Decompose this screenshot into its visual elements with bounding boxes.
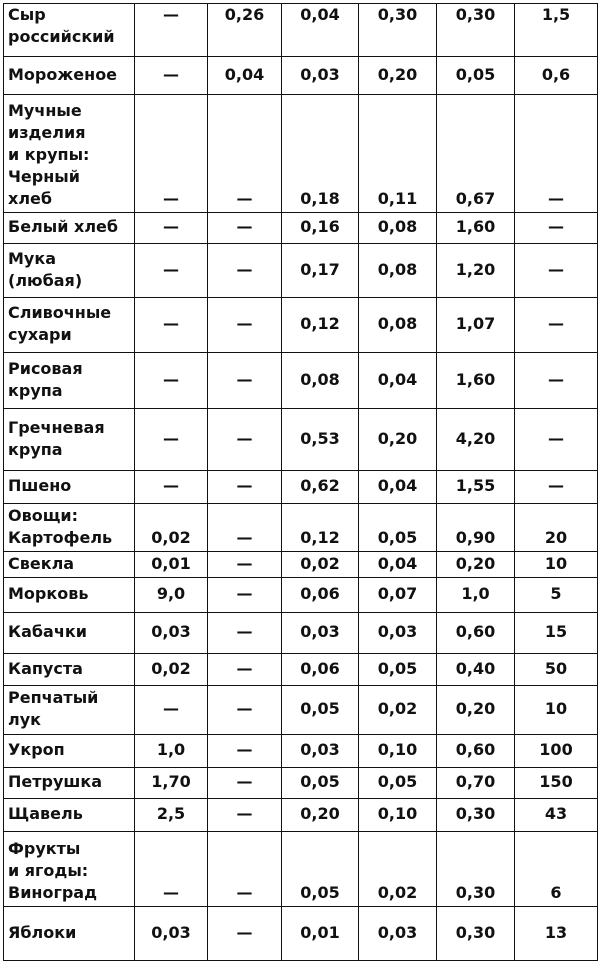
product-name-line: Мука (8, 248, 57, 268)
product-name-cell (4, 552, 135, 578)
product-name-line: Виноград (8, 883, 97, 902)
value-cell: 0,20 (359, 409, 437, 471)
product-name-cell (4, 57, 135, 95)
value-cell: 0,06 (282, 654, 359, 686)
nutrient-table (3, 3, 598, 961)
value-cell: 15 (515, 613, 598, 654)
value-cell: 0,05 (359, 504, 437, 552)
table-row (4, 686, 598, 735)
value-cell: 0,90 (437, 504, 515, 552)
product-name-cell (4, 907, 135, 961)
value-cell: 0,02 (359, 832, 437, 907)
table-row (4, 213, 598, 244)
value-cell: 0,6 (515, 57, 598, 95)
value-cell: 10 (515, 686, 598, 735)
value-cell: 2,5 (135, 799, 208, 832)
product-name-line: Укроп (8, 740, 65, 759)
value-cell: 0,10 (359, 735, 437, 768)
product-name-cell (4, 244, 135, 298)
value-cell: 0,05 (282, 768, 359, 799)
value-cell: 6 (515, 832, 598, 907)
value-cell: 0,04 (359, 552, 437, 578)
product-name-line: Яблоки (8, 922, 77, 942)
product-name-line: Овощи: (8, 506, 79, 525)
value-cell: — (208, 613, 282, 654)
value-cell: 0,04 (359, 353, 437, 409)
product-name-line: российский (8, 27, 115, 46)
product-name-line: Репчатый (8, 688, 99, 707)
value-cell: — (208, 768, 282, 799)
value-cell: 0,11 (359, 95, 437, 213)
table-row (4, 353, 598, 409)
product-name-line: крупа (8, 439, 63, 459)
value-cell: — (135, 832, 208, 907)
value-cell: 50 (515, 654, 598, 686)
value-cell: 0,02 (359, 686, 437, 735)
value-cell: — (208, 244, 282, 298)
value-cell: 0,05 (359, 654, 437, 686)
value-cell: 1,55 (437, 471, 515, 504)
product-name-line: Свекла (8, 553, 75, 573)
value-cell: 0,02 (135, 504, 208, 552)
table-row (4, 654, 598, 686)
value-cell: 0,12 (282, 298, 359, 353)
value-cell: 0,03 (359, 907, 437, 961)
value-cell: — (135, 4, 208, 57)
value-cell: 10 (515, 552, 598, 578)
value-cell: 5 (515, 578, 598, 613)
value-cell: 0,02 (135, 654, 208, 686)
value-cell: 0,20 (359, 57, 437, 95)
product-name-line: и ягоды: (8, 861, 89, 880)
value-cell: 0,08 (282, 353, 359, 409)
product-name-line: лук (8, 710, 42, 729)
value-cell: — (208, 735, 282, 768)
value-cell: — (515, 213, 598, 244)
product-name-line: Гречневая (8, 417, 105, 437)
value-cell: 0,20 (437, 552, 515, 578)
table-row (4, 832, 598, 907)
value-cell: 0,30 (359, 4, 437, 57)
value-cell: 0,60 (437, 735, 515, 768)
product-name-line: Рисовая (8, 358, 83, 378)
value-cell: 1,0 (437, 578, 515, 613)
value-cell: 0,03 (135, 613, 208, 654)
value-cell: 9,0 (135, 578, 208, 613)
value-cell: 1,0 (135, 735, 208, 768)
product-name-cell (4, 409, 135, 471)
table-row (4, 768, 598, 799)
table-body (4, 4, 598, 961)
value-cell: 0,07 (359, 578, 437, 613)
product-name-cell (4, 578, 135, 613)
value-cell: 0,04 (208, 57, 282, 95)
value-cell: — (135, 409, 208, 471)
value-cell: 0,08 (359, 244, 437, 298)
value-cell: 0,04 (359, 471, 437, 504)
value-cell: 0,08 (359, 298, 437, 353)
value-cell: — (135, 244, 208, 298)
value-cell: 0,60 (437, 613, 515, 654)
product-name-line: Щавель (8, 804, 83, 823)
product-name-line: и крупы: (8, 145, 90, 164)
value-cell: 0,40 (437, 654, 515, 686)
table-row (4, 298, 598, 353)
value-cell: 1,60 (437, 213, 515, 244)
product-name-cell (4, 799, 135, 832)
value-cell: 0,53 (282, 409, 359, 471)
table-row (4, 4, 598, 57)
product-name-line: Сыр (8, 5, 46, 24)
product-name-line: Картофель (8, 528, 113, 547)
value-cell: — (515, 471, 598, 504)
table-row (4, 735, 598, 768)
product-name-cell (4, 504, 135, 552)
value-cell: 0,10 (359, 799, 437, 832)
product-name-cell (4, 95, 135, 213)
value-cell: — (135, 57, 208, 95)
value-cell: — (208, 552, 282, 578)
table-row (4, 95, 598, 213)
value-cell: 1,60 (437, 353, 515, 409)
value-cell: 0,30 (437, 4, 515, 57)
value-cell: — (515, 244, 598, 298)
product-name-line: Фрукты (8, 839, 81, 858)
table-row (4, 244, 598, 298)
product-name-line: сухари (8, 325, 72, 344)
value-cell: — (208, 799, 282, 832)
value-cell: 0,17 (282, 244, 359, 298)
value-cell: 0,03 (282, 57, 359, 95)
value-cell: 0,05 (437, 57, 515, 95)
table-row (4, 799, 598, 832)
value-cell: 20 (515, 504, 598, 552)
table-row (4, 471, 598, 504)
value-cell: 0,30 (437, 832, 515, 907)
product-name-cell (4, 353, 135, 409)
value-cell: 0,05 (282, 832, 359, 907)
value-cell: 0,08 (359, 213, 437, 244)
value-cell: 0,03 (135, 907, 208, 961)
value-cell: 150 (515, 768, 598, 799)
value-cell: — (208, 409, 282, 471)
table-row (4, 552, 598, 578)
table-row (4, 907, 598, 961)
product-name-cell (4, 213, 135, 244)
value-cell: — (515, 353, 598, 409)
table-row (4, 504, 598, 552)
value-cell: 0,20 (437, 686, 515, 735)
product-name-line: хлеб (8, 189, 53, 208)
value-cell: 1,07 (437, 298, 515, 353)
value-cell: — (208, 213, 282, 244)
value-cell: 0,01 (282, 907, 359, 961)
value-cell: 0,26 (208, 4, 282, 57)
value-cell: — (135, 95, 208, 213)
product-name-line: Капуста (8, 658, 83, 678)
value-cell: 0,01 (135, 552, 208, 578)
product-name-line: Кабачки (8, 622, 87, 641)
product-name-line: Мучные (8, 101, 82, 120)
product-name-cell (4, 4, 135, 57)
value-cell: 0,12 (282, 504, 359, 552)
product-name-cell (4, 832, 135, 907)
product-name-cell (4, 471, 135, 504)
value-cell: 13 (515, 907, 598, 961)
product-name-cell (4, 686, 135, 735)
value-cell: 0,62 (282, 471, 359, 504)
value-cell: — (208, 686, 282, 735)
product-name-line: Мороженое (8, 64, 118, 84)
value-cell: — (135, 686, 208, 735)
value-cell: 0,03 (282, 735, 359, 768)
value-cell: — (208, 832, 282, 907)
value-cell: 0,70 (437, 768, 515, 799)
value-cell: — (135, 353, 208, 409)
value-cell: — (135, 471, 208, 504)
value-cell: 0,02 (282, 552, 359, 578)
value-cell: — (208, 578, 282, 613)
value-cell: — (515, 95, 598, 213)
product-name-line: Черный (8, 167, 80, 186)
value-cell: 0,30 (437, 907, 515, 961)
value-cell: 0,30 (437, 799, 515, 832)
value-cell: 0,18 (282, 95, 359, 213)
value-cell: — (135, 213, 208, 244)
table-row (4, 409, 598, 471)
value-cell: — (208, 95, 282, 213)
value-cell: 1,5 (515, 4, 598, 57)
product-name-cell (4, 613, 135, 654)
product-name-line: крупа (8, 380, 63, 400)
value-cell: 100 (515, 735, 598, 768)
value-cell: — (135, 298, 208, 353)
value-cell: 4,20 (437, 409, 515, 471)
product-name-line: Морковь (8, 584, 89, 603)
product-name-cell (4, 298, 135, 353)
table-row (4, 57, 598, 95)
product-name-cell (4, 654, 135, 686)
value-cell: 0,06 (282, 578, 359, 613)
product-name-line: (любая) (8, 270, 83, 290)
value-cell: 0,16 (282, 213, 359, 244)
value-cell: 0,20 (282, 799, 359, 832)
value-cell: 0,05 (359, 768, 437, 799)
value-cell: — (515, 298, 598, 353)
value-cell: — (515, 409, 598, 471)
value-cell: 0,04 (282, 4, 359, 57)
product-name-line: Пшено (8, 476, 72, 495)
value-cell: — (208, 298, 282, 353)
value-cell: 1,70 (135, 768, 208, 799)
value-cell: 0,05 (282, 686, 359, 735)
product-name-line: Сливочные (8, 303, 112, 322)
product-name-cell (4, 735, 135, 768)
value-cell: 0,67 (437, 95, 515, 213)
product-name-line: Петрушка (8, 772, 103, 791)
value-cell: 43 (515, 799, 598, 832)
value-cell: — (208, 907, 282, 961)
value-cell: 0,03 (282, 613, 359, 654)
value-cell: — (208, 353, 282, 409)
table-row (4, 578, 598, 613)
table-row (4, 613, 598, 654)
product-name-line: Белый хлеб (8, 217, 119, 236)
value-cell: 1,20 (437, 244, 515, 298)
value-cell: 0,03 (359, 613, 437, 654)
value-cell: — (208, 654, 282, 686)
product-name-line: изделия (8, 123, 86, 142)
product-name-cell (4, 768, 135, 799)
value-cell: — (208, 504, 282, 552)
value-cell: — (208, 471, 282, 504)
